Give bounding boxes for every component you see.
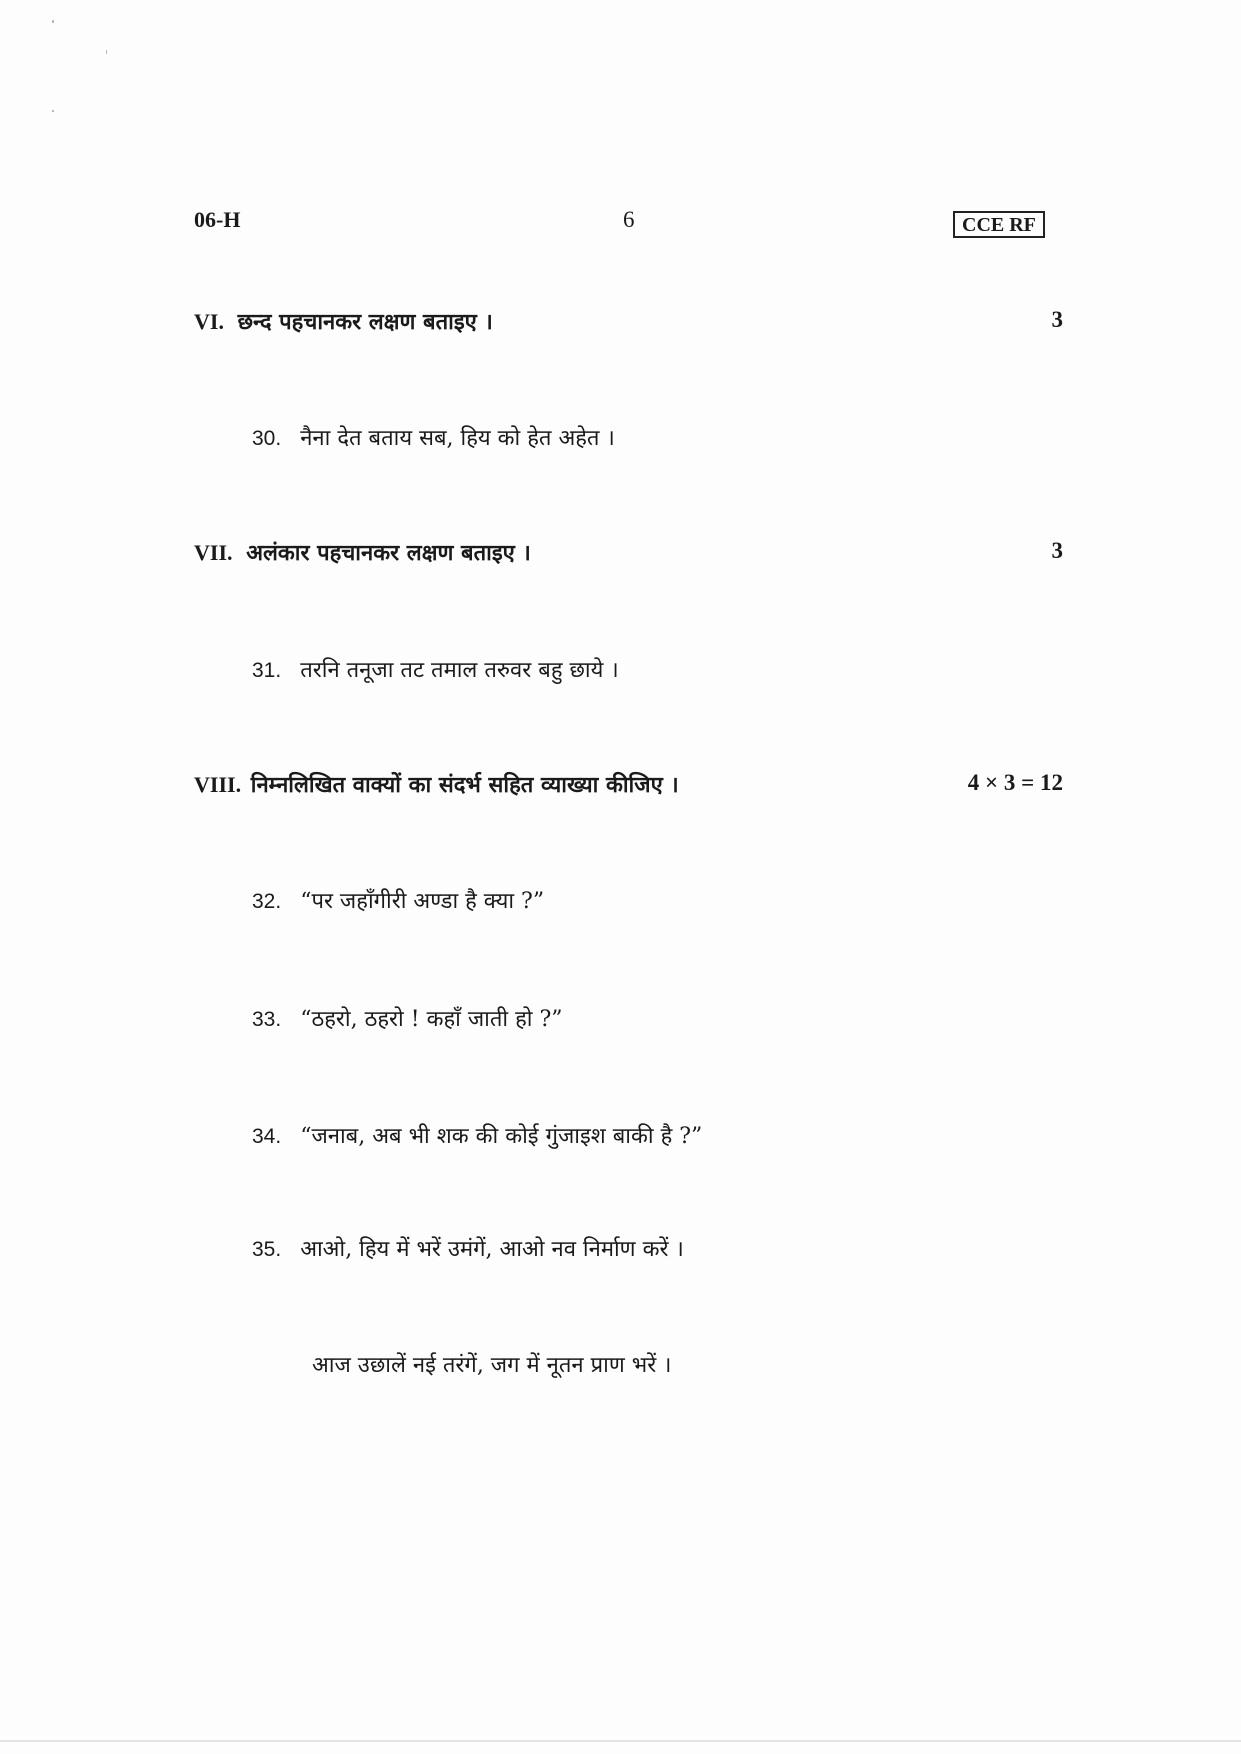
section-instruction: निम्नलिखित वाक्यों का संदर्भ सहित व्याख्या कीजिए । <box>250 772 679 798</box>
question-number: 31. <box>252 659 282 682</box>
scan-edge-line <box>0 1740 1241 1742</box>
question-number: 32. <box>252 890 282 913</box>
question-34 <box>252 1120 702 1150</box>
question-text: आओ, हिय में भरें उमंगें, आओ नव निर्माण करें । <box>300 1237 684 1262</box>
section-heading-vii <box>194 537 531 567</box>
question-text: तरनि तनूजा तट तमाल तरुवर बहु छाये । <box>300 658 619 683</box>
question-text: “जनाब, अब भी शक की कोई गुंजाइश बाकी है ?” <box>300 1124 703 1149</box>
scan-speck <box>52 20 54 23</box>
section-marks: 3 <box>1051 307 1063 332</box>
question-number: 34. <box>252 1125 282 1148</box>
section-marks: 3 <box>1051 538 1063 563</box>
question-31 <box>252 654 619 684</box>
page-number: 6 <box>623 207 635 232</box>
section-heading-vi <box>194 306 493 336</box>
question-33 <box>252 1003 563 1033</box>
question-35 <box>252 1233 684 1263</box>
section-roman: VI. <box>194 309 224 334</box>
question-30 <box>252 422 615 452</box>
scan-speck <box>106 50 107 54</box>
section-instruction: छन्द पहचानकर लक्षण बताइए । <box>237 309 493 335</box>
section-marks: 4 × 3 = 12 <box>967 770 1063 795</box>
question-text: “पर जहाँगीरी अण्डा है क्या ?” <box>300 889 545 914</box>
question-number: 30. <box>252 427 282 450</box>
question-35-continuation: आज उछालें नई तरंगें, जग में नूतन प्राण भरें । <box>312 1353 672 1378</box>
question-32 <box>252 885 544 915</box>
scan-speck <box>52 110 54 112</box>
question-number: 33. <box>252 1008 282 1031</box>
section-instruction: अलंकार पहचानकर लक्षण बताइए । <box>246 540 531 566</box>
section-roman: VII. <box>194 540 233 565</box>
question-text: नैना देत बताय सब, हिय को हेत अहेत । <box>300 426 615 451</box>
section-roman: VIII. <box>194 772 242 797</box>
paper-code: 06-H <box>194 207 241 232</box>
section-heading-viii <box>194 769 679 799</box>
series-tag-box: CCE RF <box>953 211 1045 238</box>
question-number: 35. <box>252 1238 282 1261</box>
question-text: “ठहरो, ठहरो ! कहाँ जाती हो ?” <box>300 1007 563 1032</box>
